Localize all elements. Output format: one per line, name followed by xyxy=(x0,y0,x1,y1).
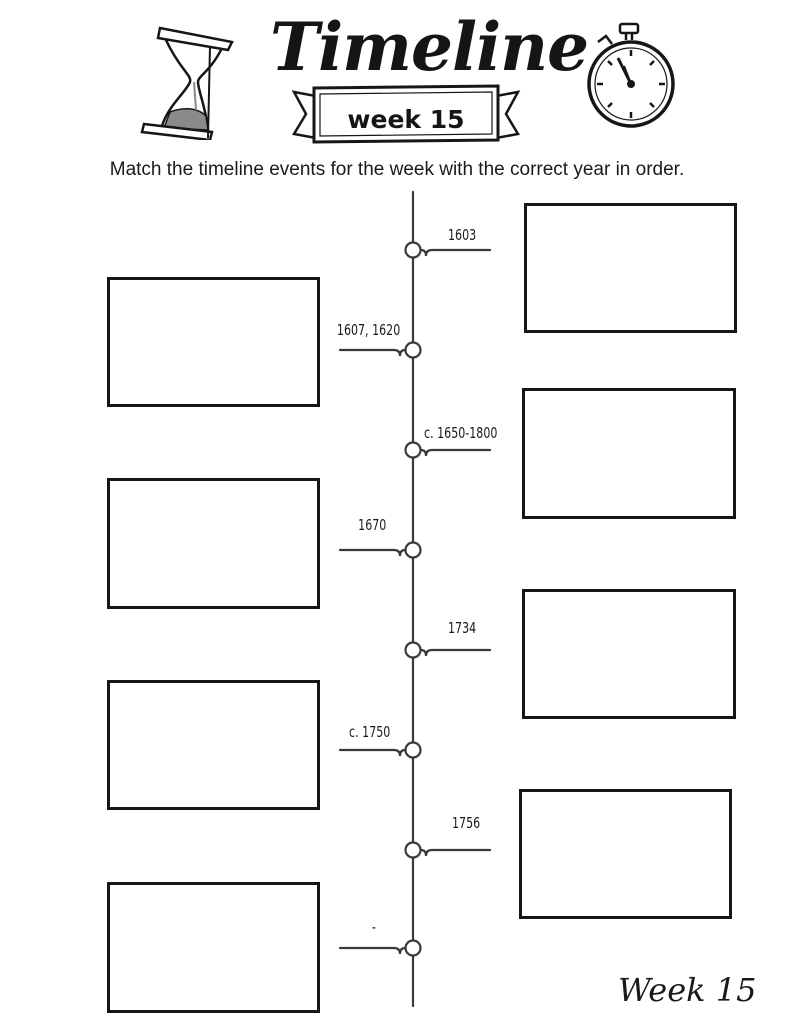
event-box-right[interactable] xyxy=(524,203,737,333)
event-box-right[interactable] xyxy=(522,388,736,519)
year-label: 1603 xyxy=(448,226,477,244)
timeline-node xyxy=(406,543,421,558)
instructions: Match the timeline events for the week with the correct year in order. xyxy=(109,159,685,180)
event-box-right[interactable] xyxy=(522,589,736,719)
year-label: c. 1650-1800 xyxy=(424,424,498,442)
year-label: 1670 xyxy=(357,516,386,534)
timeline-node xyxy=(406,743,421,758)
year-label: - xyxy=(372,918,376,936)
year-label: 1607, 1620 xyxy=(336,321,400,339)
year-label: 1734 xyxy=(448,619,477,637)
event-box-left[interactable] xyxy=(107,277,320,407)
event-box-left[interactable] xyxy=(107,882,320,1013)
week-label: week 15 xyxy=(347,105,465,134)
event-box-right[interactable] xyxy=(519,789,732,919)
timeline-node xyxy=(406,941,421,956)
timeline-node xyxy=(406,843,421,858)
event-box-left[interactable] xyxy=(107,680,320,810)
timeline-node xyxy=(406,643,421,658)
timeline-node xyxy=(406,443,421,458)
timeline-node xyxy=(406,343,421,358)
footer-week-label: Week 15 xyxy=(618,971,757,1009)
event-box-left[interactable] xyxy=(107,478,320,609)
page-title: Timeline xyxy=(270,8,589,86)
timeline-node xyxy=(406,243,421,258)
year-label: 1756 xyxy=(452,814,481,832)
year-label: c. 1750 xyxy=(348,723,390,741)
